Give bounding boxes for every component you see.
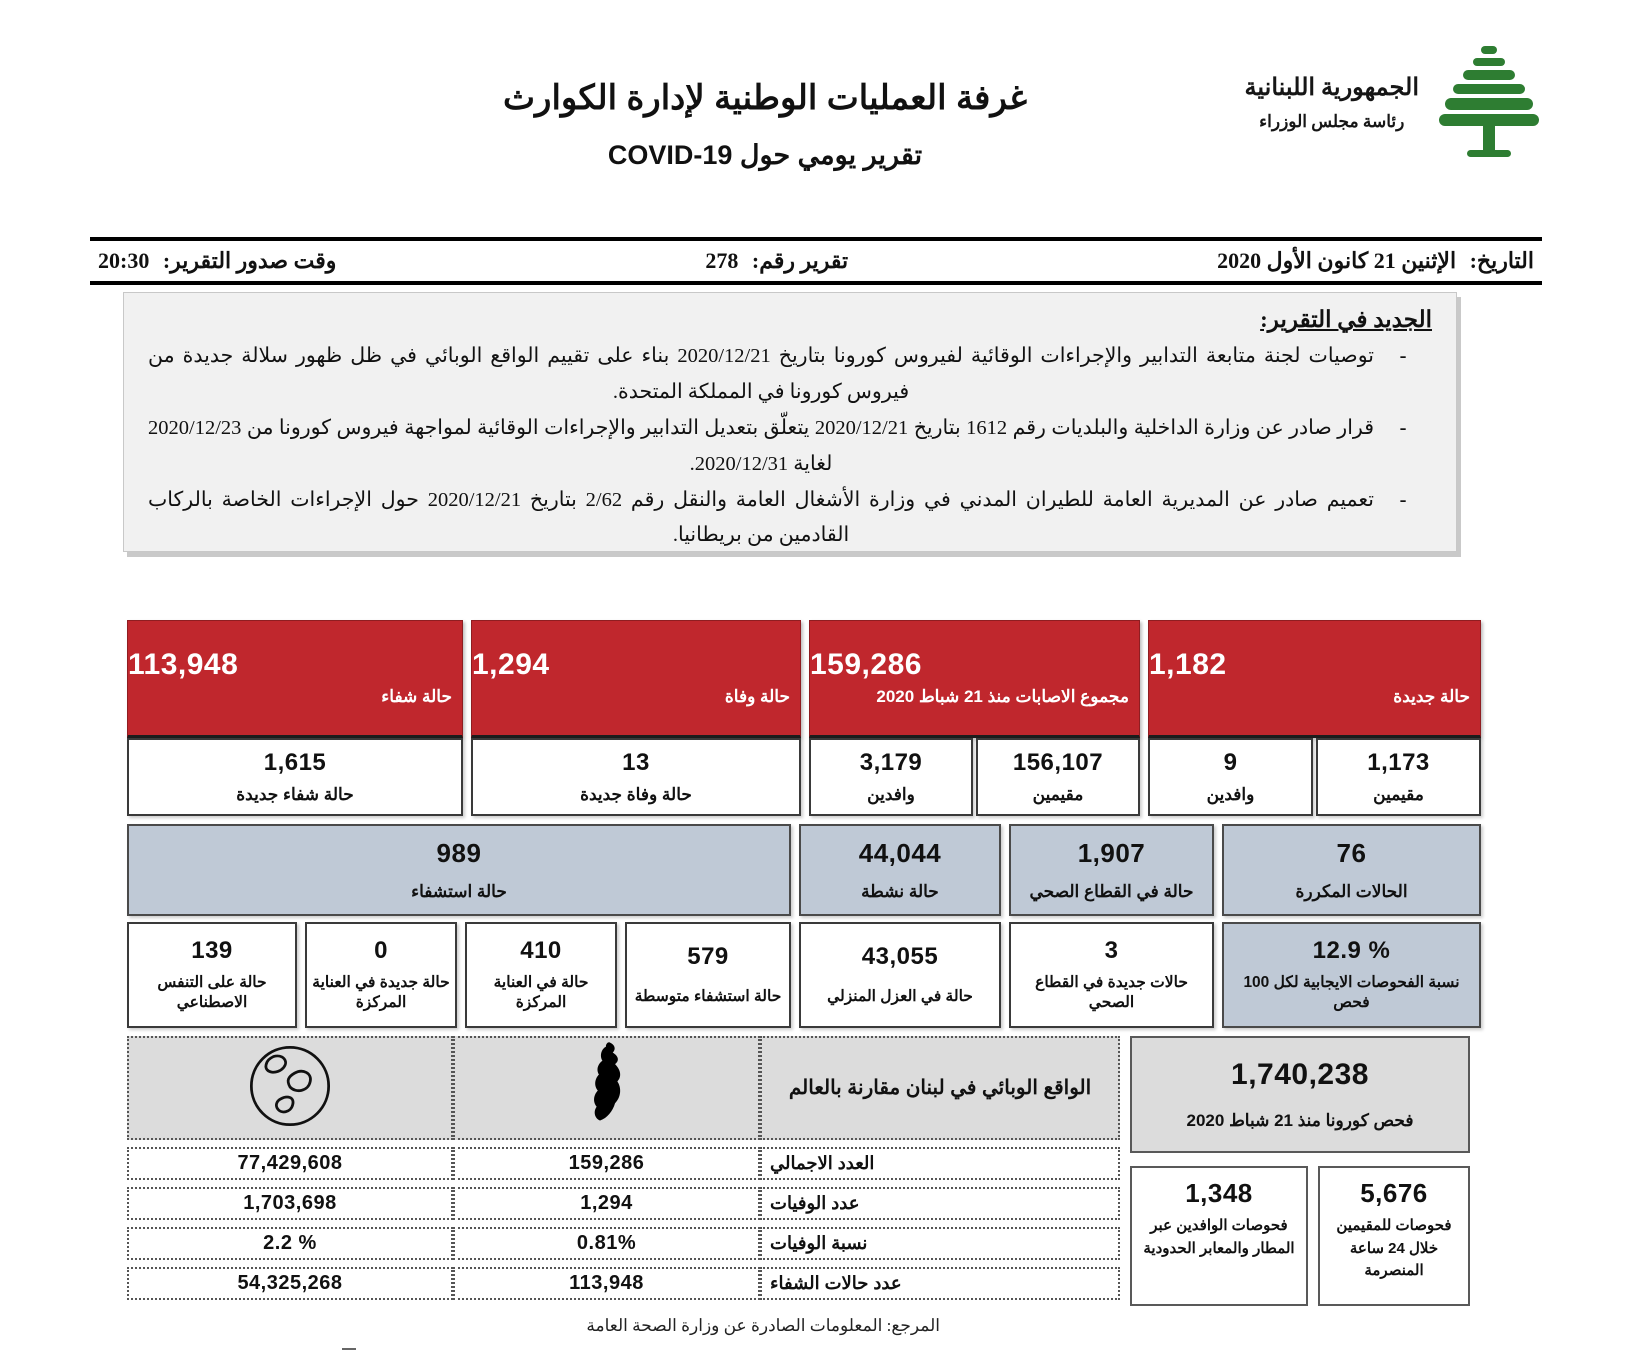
card-total-cases [809, 620, 1140, 816]
stat-label: حالة شفاء جديدة [236, 785, 354, 805]
stat-value: 1,740,238 [1231, 1057, 1369, 1091]
stat-value: 12.9 % [1312, 936, 1391, 964]
page-title: غرفة العمليات الوطنية لإدارة الكوارث [503, 79, 1027, 117]
stat-value: 1,294 [472, 648, 550, 682]
stat-cell [127, 738, 463, 816]
card-new-cases [1148, 620, 1481, 816]
bullet-dash: - [1399, 488, 1407, 511]
stat-cell [809, 738, 973, 816]
lebanon-column-header [453, 1036, 760, 1140]
comparison-row-recovered [127, 1267, 1120, 1300]
stat-value: 44,044 [858, 838, 942, 869]
card-moderate-hospitalization [625, 922, 791, 1028]
status-cards-row [127, 824, 1481, 916]
stat-label: نسبة الفحوصات الايجابية لكل 100 فحص [1243, 974, 1460, 1012]
stat-label: حالة وفاة جديدة [580, 785, 692, 805]
news-item-text: قرار صادر عن وزارة الداخلية والبلديات رقم 1612 بتاريخ 2020/12/21 يتعلّق بتعديل التدابير والإجراءات الوقائية لمواجهة فيروس كورونا من 2020/12/23 لغاية 2020/12/31. [148, 416, 1374, 475]
stat-label: حالة شفاء [381, 687, 452, 707]
row-label: العدد الاجمالي [760, 1147, 1120, 1180]
lebanon-value: 0.81% [453, 1227, 760, 1260]
whats-new-heading: الجديد في التقرير: [1260, 307, 1432, 332]
news-item [148, 483, 1432, 555]
stat-value: 113,948 [128, 648, 239, 682]
stat-value: 989 [436, 838, 482, 869]
card-recovered [127, 620, 463, 816]
row-label: عدد الوفيات [760, 1187, 1120, 1220]
lebanon-map-icon [584, 1040, 630, 1137]
stat-label: حالة جديدة في العناية المركزة [312, 974, 450, 1012]
globe-icon [244, 1040, 336, 1137]
bullet-dash: - [1399, 345, 1407, 367]
report-time [98, 248, 336, 274]
card-total-tests [1130, 1036, 1470, 1153]
stat-label: فحوصات الوافدين عبر المطار والمعابر الحدودية [1143, 1217, 1295, 1257]
card-total-cases-sub [809, 738, 1140, 816]
world-value: 1,703,698 [127, 1187, 453, 1220]
stat-label: مقيمين [1373, 785, 1424, 805]
stat-label: حالة في العناية المركزة [493, 974, 589, 1012]
stat-value: 1,182 [1149, 648, 1227, 682]
stat-label: حالة نشطة [861, 881, 939, 901]
detail-cards-row [127, 922, 1481, 1028]
card-repeated-cases [1222, 824, 1481, 916]
card-new-health-sector [1009, 922, 1214, 1028]
page-artifact-dash [342, 1348, 356, 1350]
row-label: عدد حالات الشفاء [760, 1267, 1120, 1300]
world-value: 2.2 % [127, 1227, 453, 1260]
card-total-cases-total [809, 620, 1140, 738]
stat-label: حالة استشفاء متوسطة [634, 987, 782, 1005]
report-date-label: التاريخ: [1469, 248, 1534, 273]
whats-new-box [123, 292, 1457, 552]
stat-value: 1,907 [1077, 838, 1146, 869]
card-active-cases [799, 824, 1001, 916]
card-new-cases-total [1148, 620, 1481, 738]
comparison-row-total [127, 1147, 1120, 1180]
bottom-section [127, 1036, 1481, 1306]
news-item [148, 339, 1432, 411]
stat-label: حالة جديدة [1393, 687, 1470, 707]
stat-value: 1,348 [1185, 1178, 1253, 1208]
world-value: 77,429,608 [127, 1147, 453, 1180]
logo-republic-name: الجمهورية اللبنانية [1244, 75, 1419, 101]
comparison-row-deaths [127, 1187, 1120, 1220]
stat-value: 156,107 [1012, 748, 1104, 776]
card-health-sector [1009, 824, 1214, 916]
lebanon-value: 159,286 [453, 1147, 760, 1180]
world-column-header [127, 1036, 453, 1140]
stat-label: حالة في العزل المنزلي [827, 987, 973, 1005]
stat-value: 579 [687, 943, 729, 971]
card-deaths-sub [471, 738, 801, 816]
report-date-value: الإثنين 21 كانون الأول 2020 [1217, 248, 1457, 273]
lebanon-value: 113,948 [453, 1267, 760, 1300]
stat-value: 43,055 [861, 943, 939, 971]
logo-council-name: رئاسة مجلس الوزراء [1259, 112, 1405, 131]
report-number-value: 278 [705, 248, 739, 273]
card-deaths [471, 620, 801, 816]
stat-label: وافدين [1206, 785, 1255, 805]
stat-label: وافدين [867, 785, 915, 805]
tests-sub-row [1130, 1166, 1470, 1306]
card-ventilator [127, 922, 297, 1028]
card-new-cases-sub [1148, 738, 1481, 816]
world-comparison-table [127, 1036, 1120, 1306]
report-number-label: تقرير رقم: [751, 248, 849, 273]
stat-value: 5,676 [1360, 1178, 1428, 1208]
stat-label: حالة استشفاء [411, 881, 507, 901]
row-label: نسبة الوفيات [760, 1227, 1120, 1260]
card-deaths-total [471, 620, 801, 738]
report-meta-bar [90, 237, 1542, 285]
stat-value: 76 [1336, 838, 1367, 869]
summary-cards-row [127, 620, 1481, 816]
news-item-text: توصيات لجنة متابعة التدابير والإجراءات الوقائية لفيروس كورونا بتاريخ 2020/12/21 بناء على تقييم الواقع الوبائي في ظل ظهور سلالة جديدة من فيروس كورونا في المملكة المتحدة. [148, 345, 1374, 403]
card-icu [465, 922, 617, 1028]
stat-value: 0 [374, 936, 388, 964]
statistics-section [127, 620, 1481, 1028]
report-date [1217, 248, 1534, 274]
page-subtitle: تقرير يومي حول COVID-19 [607, 140, 923, 170]
stat-label: حالات جديدة في القطاع الصحي [1035, 974, 1188, 1012]
comparison-row-death-rate [127, 1227, 1120, 1260]
stat-label: فحوصات للمقيمين خلال 24 ساعة المنصرمة [1336, 1217, 1452, 1279]
stat-value: 3,179 [859, 748, 923, 776]
report-time-value: 20:30 [98, 248, 150, 273]
world-value: 54,325,268 [127, 1267, 453, 1300]
stat-value: 139 [191, 936, 233, 964]
stat-cell [976, 738, 1140, 816]
stat-value: 3 [1104, 936, 1119, 964]
stat-cell [1148, 738, 1313, 816]
report-titles [0, 78, 1530, 171]
stat-value: 410 [520, 936, 562, 964]
stat-label: الحالات المكررة [1295, 881, 1408, 901]
report-time-label: وقت صدور التقرير: [162, 248, 337, 273]
stat-label: حالة في القطاع الصحي [1029, 881, 1194, 901]
stat-cell [1316, 738, 1481, 816]
tests-section [1130, 1036, 1470, 1306]
card-arrival-tests [1130, 1166, 1308, 1306]
card-hospitalized [127, 824, 791, 916]
card-home-isolation [799, 922, 1001, 1028]
comparison-header-row [127, 1036, 1120, 1140]
lebanon-value: 1,294 [453, 1187, 760, 1220]
card-positivity-rate [1222, 922, 1481, 1028]
stat-value: 1,615 [263, 748, 327, 776]
card-new-icu [305, 922, 457, 1028]
bullet-dash: - [1399, 416, 1407, 439]
reference-note: المرجع: المعلومات الصادرة عن وزارة الصحة العامة [586, 1316, 940, 1335]
stat-label: فحص كورونا منذ 21 شباط 2020 [1186, 1111, 1414, 1131]
stat-label: حالة وفاة [724, 687, 790, 707]
card-recovered-total [127, 620, 463, 738]
stat-label: مقيمين [1032, 785, 1084, 805]
stat-label: مجموع الاصابات منذ 21 شباط 2020 [876, 687, 1129, 707]
stat-cell [471, 738, 801, 816]
card-recovered-sub [127, 738, 463, 816]
stat-value: 1,173 [1367, 748, 1430, 776]
stat-value: 13 [622, 748, 650, 776]
report-number [705, 248, 848, 274]
stat-value: 9 [1223, 748, 1238, 776]
news-item-text: تعميم صادر عن المديرية العامة للطيران المدني في وزارة الأشغال العامة والنقل رقم 2/62 بتاريخ 2020/12/21 حول الإجراءات الخاصة بالركاب القادمين من بريطانيا. [148, 488, 1374, 547]
comparison-title: الواقع الوبائي في لبنان مقارنة بالعالم [760, 1036, 1120, 1140]
card-resident-tests [1318, 1166, 1470, 1306]
news-item [148, 411, 1432, 483]
stat-label: حالة على التنفس الاصطناعي [157, 974, 267, 1012]
stat-value: 159,286 [810, 648, 922, 682]
